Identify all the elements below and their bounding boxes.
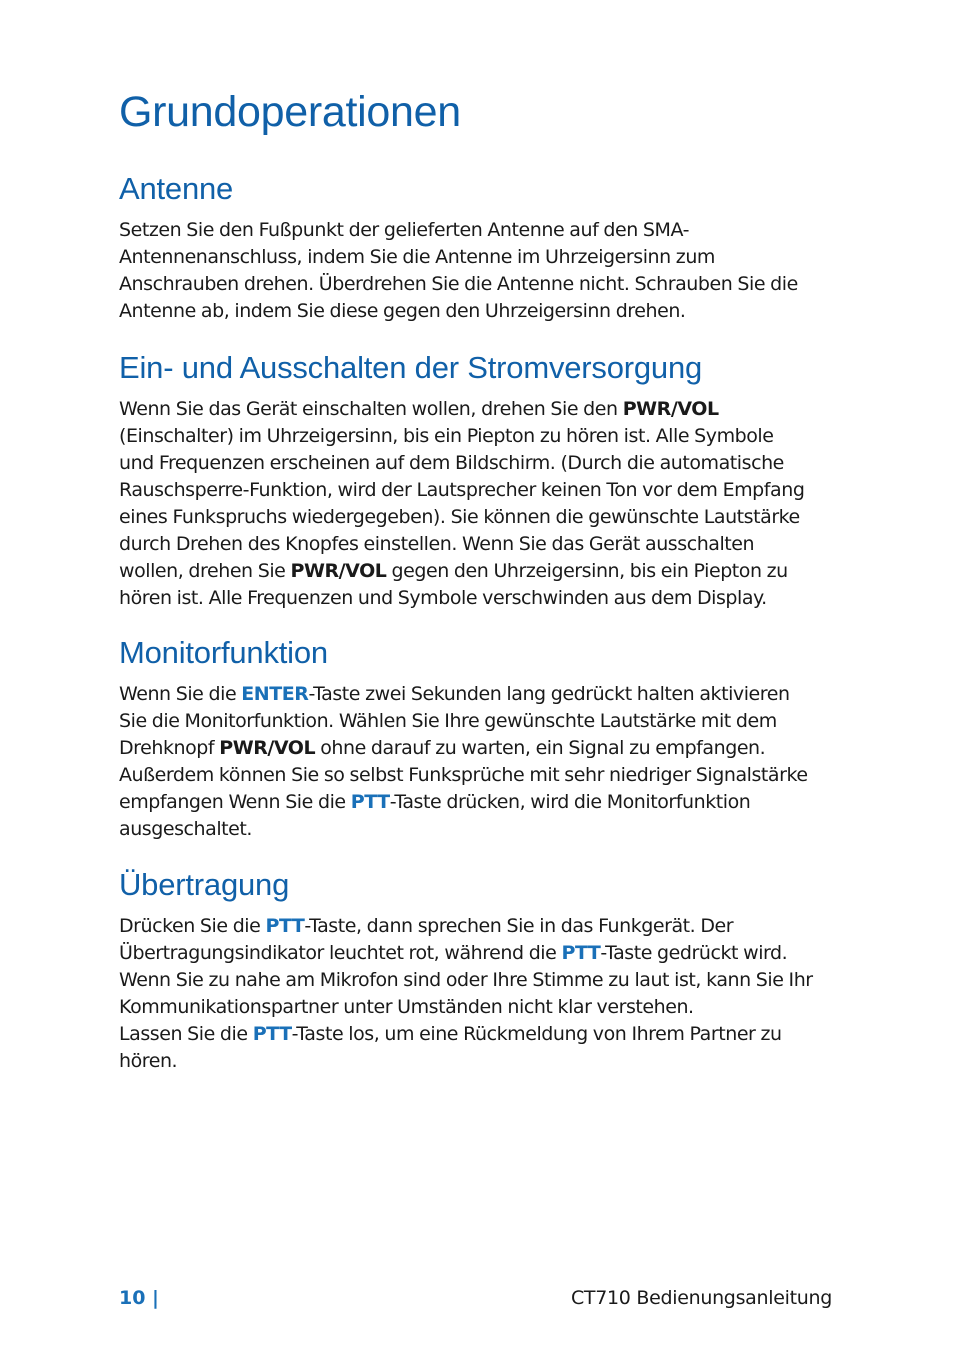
text-line — [119, 1021, 835, 1048]
text-run: Wenn Sie das Gerät einschalten wollen, drehen Sie den — [119, 398, 623, 420]
text-run: Wenn Sie die — [119, 683, 242, 705]
pwr-vol-key: PWR/VOL — [622, 398, 719, 420]
section-stromversorgung — [119, 349, 835, 612]
text-line — [119, 298, 835, 325]
text-line — [119, 789, 835, 816]
text-run: Setzen Sie den Fußpunkt der gelieferten Antenne auf den SMA- — [119, 219, 690, 241]
section-heading: Ein- und Ausschalten der Stromversorgung — [119, 350, 703, 385]
text-line — [119, 423, 835, 450]
enter-key: ENTER — [241, 683, 309, 705]
page-title: Grundoperationen — [119, 88, 461, 136]
text-line — [119, 477, 835, 504]
text-run: Lassen Sie die — [119, 1023, 253, 1045]
text-run: Rauschsperre-Funktion, wird der Lautsprecher keinen Ton vor dem Empfang — [119, 479, 805, 501]
text-line — [119, 913, 835, 940]
text-run: Außerdem können Sie so selbst Funksprüche mit sehr niedriger Signalstärke — [119, 764, 808, 786]
ptt-key: PTT — [265, 915, 305, 937]
text-line — [119, 396, 835, 423]
text-line — [119, 994, 835, 1021]
text-run: durch Drehen des Knopfes einstellen. Wenn Sie das Gerät ausschalten — [119, 533, 755, 555]
text-run: hören. — [119, 1050, 178, 1072]
text-line — [119, 708, 835, 735]
text-line — [119, 816, 835, 843]
text-line — [119, 504, 835, 531]
text-run: gegen den Uhrzeigersinn, bis ein Piepton zu — [386, 560, 788, 582]
text-line — [119, 1048, 835, 1075]
text-run: wollen, drehen Sie — [119, 560, 291, 582]
text-run: -Taste los, um eine Rückmeldung von Ihrem Partner zu — [291, 1023, 782, 1045]
text-run: Anschrauben drehen. Überdrehen Sie die Antenne nicht. Schrauben Sie die — [119, 273, 798, 295]
pwr-vol-key: PWR/VOL — [290, 560, 387, 582]
text-run: Übertragungsindikator leuchtet rot, während die — [119, 942, 562, 964]
text-run: Antenne ab, indem Sie diese gegen den Uhrzeigersinn drehen. — [119, 300, 686, 322]
page-number: 10 | — [119, 1287, 159, 1309]
section-body — [119, 396, 835, 612]
section-heading: Monitorfunktion — [119, 635, 328, 670]
text-run: Wenn Sie zu nahe am Mikrofon sind oder Ihre Stimme zu laut ist, kann Sie Ihr — [119, 969, 813, 991]
text-line — [119, 681, 835, 708]
document-title: CT710 Bedienungsanleitung — [570, 1287, 832, 1309]
text-run: ohne darauf zu warten, ein Signal zu empfangen. — [315, 737, 766, 759]
section-body — [119, 681, 835, 843]
text-run: Antennenanschluss, indem Sie die Antenne im Uhrzeigersinn zum — [119, 246, 715, 268]
text-run: Sie die Monitorfunktion. Wählen Sie Ihre gewünschte Lautstärke mit dem — [119, 710, 777, 732]
text-line — [119, 940, 835, 967]
text-run: Drücken Sie die — [119, 915, 266, 937]
section-heading: Antenne — [119, 171, 234, 206]
text-line — [119, 735, 835, 762]
text-line — [119, 217, 835, 244]
text-line — [119, 585, 835, 612]
text-run: empfangen Wenn Sie die — [119, 791, 351, 813]
text-run: und Frequenzen erscheinen auf dem Bildschirm. (Durch die automatische — [119, 452, 784, 474]
page-footer — [119, 1284, 832, 1312]
pwr-vol-key: PWR/VOL — [219, 737, 316, 759]
section-antenne — [119, 170, 835, 325]
text-line — [119, 531, 835, 558]
text-run: ausgeschaltet. — [119, 818, 252, 840]
ptt-key: PTT — [350, 791, 390, 813]
text-run: -Taste zwei Sekunden lang gedrückt halten aktivieren — [308, 683, 790, 705]
section-heading: Übertragung — [119, 867, 290, 902]
text-line — [119, 762, 835, 789]
ptt-key: PTT — [561, 942, 601, 964]
text-line — [119, 244, 835, 271]
text-line — [119, 558, 835, 585]
text-line — [119, 450, 835, 477]
section-body — [119, 217, 835, 325]
section-monitorfunktion — [119, 634, 835, 843]
text-run: eines Funkspruchs wiedergegeben). Sie können die gewünschte Lautstärke — [119, 506, 800, 528]
text-run: -Taste drücken, wird die Monitorfunktion — [389, 791, 751, 813]
text-line — [119, 271, 835, 298]
text-run: Drehknopf — [119, 737, 220, 759]
section-body — [119, 913, 835, 1075]
text-line — [119, 967, 835, 994]
ptt-key: PTT — [252, 1023, 292, 1045]
text-run: -Taste gedrückt wird. — [600, 942, 788, 964]
text-run: (Einschalter) im Uhrzeigersinn, bis ein Piepton zu hören ist. Alle Symbole — [119, 425, 774, 447]
section-uebertragung — [119, 866, 835, 1075]
text-run: Kommunikationspartner unter Umständen nicht klar verstehen. — [119, 996, 694, 1018]
text-run: hören ist. Alle Frequenzen und Symbole verschwinden aus dem Display. — [119, 587, 767, 609]
text-run: -Taste, dann sprechen Sie in das Funkgerät. Der — [304, 915, 734, 937]
